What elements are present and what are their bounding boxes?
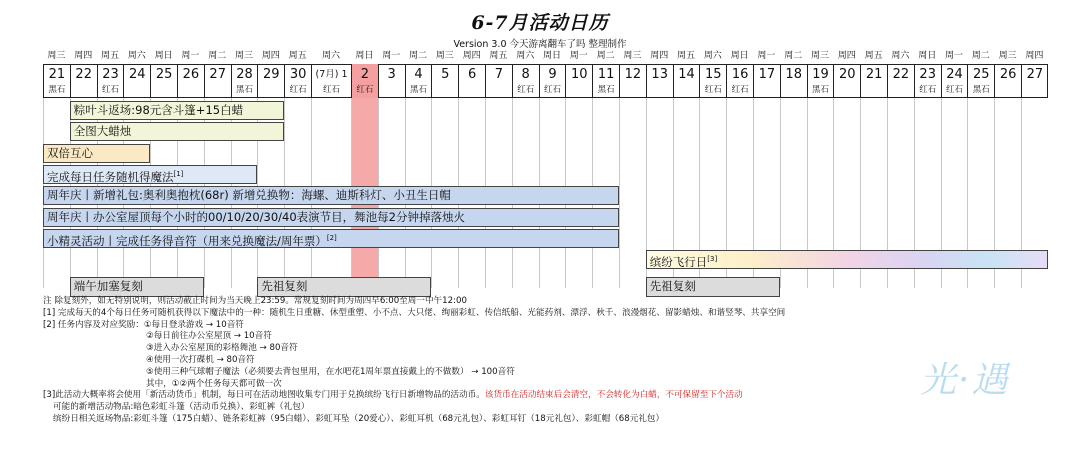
date-cell (807, 64, 834, 98)
note-3-warning: 该货币在活动结束后会清空，不会转化为白蜡，不可保留至下个活动 (484, 390, 743, 401)
stone-label: 红石 (101, 85, 119, 95)
weekday-label: 周一 (382, 51, 401, 61)
date-number: 27 (209, 67, 226, 82)
weekday-label: 周三 (47, 51, 66, 61)
date-cell (753, 64, 780, 98)
weekday-label: 周六 (321, 51, 340, 61)
weekday-label: 周二 (784, 51, 803, 61)
date-cell (257, 64, 284, 98)
event-bar (70, 122, 284, 141)
weekday-label: 周日 (918, 51, 937, 61)
date-number: 2 (360, 67, 370, 82)
stone-label: 黑石 (972, 85, 990, 95)
date-cell (43, 64, 70, 98)
note-3 (43, 390, 1043, 402)
weekday-label: 周二 (596, 51, 615, 61)
game-logo-watermark: 光·遇 (920, 360, 1010, 401)
date-number: 13 (651, 67, 668, 82)
stone-label: 黑石 (409, 85, 427, 95)
date-cell (311, 64, 351, 98)
date-number: 27 (1026, 67, 1044, 82)
weekday-label: 周一 (181, 51, 200, 61)
weekday-label: 周一 (569, 51, 588, 61)
date-cell (994, 64, 1021, 98)
date-number: 24 (129, 67, 146, 82)
weekday-label: 周五 (864, 51, 883, 61)
date-cell (860, 64, 887, 98)
date-number: 7 (494, 67, 504, 82)
date-number: 26 (999, 67, 1017, 82)
stone-label: 黑石 (235, 85, 253, 95)
note-2-task-4: ④使用一次打碟机 → 80音符 (146, 354, 255, 365)
stone-label: 红石 (322, 85, 340, 95)
note-2-footer: 其中，①②两个任务每天都可做一次 (146, 378, 282, 389)
event-label: 周年庆丨办公室屋顶每个小时的00/10/20/30/40表演节目，舞池每2分钟掉落烛火 (47, 209, 465, 224)
weekday-label: 周四 (1025, 51, 1044, 61)
date-number: 5 (441, 67, 450, 82)
event-bar (43, 165, 257, 184)
date-number: 17 (758, 67, 776, 82)
weekday-label: 周六 (703, 51, 722, 61)
event-label: 先祖复刻 (261, 279, 308, 294)
date-cell (378, 64, 405, 98)
weekday-label: 周二 (408, 51, 427, 61)
stone-label: 黑石 (597, 85, 615, 95)
note-3-return-items: 缤纷日相关返场物品:彩虹斗篷（175白蜡）、链条彩虹裤（95白蜡）、彩虹耳坠（20爱心）、彩虹耳机（68元礼包）、彩虹耳钉（18元礼包）、彩虹帽（68元礼包） (53, 413, 665, 424)
weekday-label: 周二 (208, 51, 227, 61)
event-label: 完成每日任务随机得魔法 (47, 169, 174, 184)
date-cell (673, 64, 700, 98)
stone-label: 红石 (731, 85, 749, 95)
weekday-label: 周四 (462, 51, 481, 61)
date-number: 23 (919, 67, 936, 82)
event-bar (70, 101, 284, 120)
date-number: 28 (236, 67, 253, 82)
event-bar (43, 208, 619, 227)
date-cell (204, 64, 231, 98)
note-2: [2] 任务内容及对应奖励：①每日登录游戏 → 10音符 (43, 319, 244, 330)
weekday-label: 周五 (676, 51, 695, 61)
event-bar (257, 277, 431, 297)
date-cell (123, 64, 150, 98)
date-number: 24 (946, 67, 963, 82)
date-number: 23 (102, 67, 119, 82)
event-label: 端午加塞复刻 (73, 279, 143, 294)
weekday-label: 周六 (516, 51, 535, 61)
date-number: 25 (155, 67, 173, 82)
note-general: 注 除复刻外，如无特别说明，则活动截止时间为当天晚上23:59。常规复刻时间为周四早6:00至周一中午12:00 (43, 296, 467, 306)
weekday-label: 周五 (100, 51, 119, 61)
date-cell (150, 64, 177, 98)
date-cell (97, 64, 124, 98)
weekday-label: 周日 (154, 51, 173, 61)
weekday-label: 周五 (288, 51, 307, 61)
date-cell (351, 64, 378, 98)
date-number: 9 (548, 67, 557, 82)
event-bar (646, 250, 1048, 269)
date-cell (458, 64, 485, 98)
event-label: 先祖复刻 (649, 279, 696, 294)
date-cell (431, 64, 458, 98)
date-cell (177, 64, 204, 98)
stone-label: 红石 (543, 85, 561, 95)
note-1: [1] 完成每天的4个每日任务可随机获得以下魔法中的一种：随机生日重糖、休型重塑、小不点、大只佬、绚丽彩虹、传信纸船、光能药剂、漂浮、秋千、浪漫烟花、留影蜡烛、和谐竖琴、共享空间 (43, 307, 786, 318)
date-number: 16 (731, 67, 749, 82)
date-cell (726, 64, 753, 98)
date-number: 21 (48, 67, 66, 82)
weekday-label: 周二 (971, 51, 990, 61)
weekday-label: 周一 (757, 51, 776, 61)
stone-label: 黑石 (48, 85, 66, 95)
date-cell (887, 64, 914, 98)
weekday-label: 周三 (234, 51, 253, 61)
event-label: 双倍互心 (47, 145, 93, 160)
date-number: 22 (75, 67, 92, 82)
stone-label: 红石 (356, 85, 374, 95)
footnote-ref: [2] (326, 233, 337, 242)
event-label: 周年庆丨新增礼包:奥利奥抱枕(68r) 新增兑换物：海螺、迪斯科灯、小丑生日帽 (47, 188, 451, 203)
weekday-label: 周日 (355, 51, 374, 61)
weekday-label: 周三 (623, 51, 642, 61)
weekday-label: 周四 (650, 51, 669, 61)
note-2-task-2: ②每日前往办公室屋顶 → 10音符 (146, 331, 272, 342)
stone-label: 黑石 (811, 85, 829, 95)
date-cell (284, 64, 311, 98)
weekday-label: 周日 (730, 51, 749, 61)
date-number: 21 (865, 67, 883, 82)
stone-label: 红石 (517, 85, 535, 95)
date-number: 19 (812, 67, 829, 82)
date-number: 10 (571, 67, 588, 82)
event-label: 小精灵活动丨完成任务得音符（用来兑换魔法/周年票） (47, 233, 327, 248)
date-number: 18 (785, 67, 802, 82)
weekday-label: 周六 (127, 51, 146, 61)
weekday-label: 周一 (944, 51, 963, 61)
weekday-label: 周六 (891, 51, 910, 61)
date-number: 29 (263, 67, 280, 82)
event-label: 缤纷飞行日 (649, 254, 708, 269)
weekday-label: 周四 (74, 51, 93, 61)
date-cell (405, 64, 432, 98)
page-title: 6-7月活动日历 (471, 12, 609, 34)
weekday-label: 周三 (435, 51, 454, 61)
date-cell (592, 64, 619, 98)
stone-label: 红石 (919, 85, 937, 95)
date-cell (619, 64, 646, 98)
footnote-ref: [3] (707, 255, 718, 264)
page-subtitle: Version 3.0 今天游离翻车了吗 整理制作 (453, 39, 627, 50)
note-2-task-5: ⑤使用三种气球帽子魔法（必须要去背包里用，在水吧花1周年票直接戴上的不做数） → 100音符 (146, 366, 515, 377)
note-3-new-items: 可能的新增活动物品:暗色彩虹斗篷（活动币兑换）、彩虹裤（礼包） (53, 402, 310, 413)
footnote-ref: [1] (173, 169, 184, 178)
stone-label: 红石 (945, 85, 963, 95)
weekday-label: 周三 (998, 51, 1017, 61)
event-label: 全图大蜡烛 (73, 124, 132, 139)
note-3-text: [3]此活动大概率将会使用「新活动货币」机制，每日可在活动地图收集专门用于兑换缤纷飞行日新增物品的活动币。 (43, 390, 485, 401)
weekday-label: 周日 (542, 51, 561, 61)
date-number: 25 (973, 67, 990, 82)
notes (43, 296, 1043, 426)
date-cell (231, 64, 258, 98)
date-cell (565, 64, 592, 98)
date-number: 8 (521, 67, 530, 82)
weekday-label: 周四 (261, 51, 280, 61)
event-label: 粽叶斗返场:98元含斗篷+15白蜡 (73, 103, 244, 117)
event-bar (70, 277, 204, 297)
date-cell (941, 64, 968, 98)
date-cell (646, 64, 673, 98)
date-cell (699, 64, 726, 98)
date-number: 22 (892, 67, 910, 82)
date-cell (914, 64, 941, 98)
date-number: 6 (467, 67, 477, 82)
date-cell (967, 64, 994, 98)
date-number: 15 (705, 67, 722, 82)
weekday-label: 周四 (837, 51, 856, 61)
event-bar (43, 144, 150, 163)
stone-label: 红石 (704, 85, 722, 95)
event-bar (43, 186, 619, 205)
date-number: 30 (289, 67, 307, 82)
date-number: 4 (414, 67, 423, 82)
date-number: 14 (678, 67, 695, 82)
calendar (43, 49, 1044, 294)
weekday-label: 周五 (489, 51, 508, 61)
grid-line (619, 98, 620, 288)
event-bar (43, 229, 619, 248)
date-cell (539, 64, 566, 98)
date-cell (780, 64, 807, 98)
note-2-task-3: ③进入办公室屋顶的彩格舞池 → 80音符 (146, 343, 298, 354)
date-number: (7月) 1 (315, 69, 348, 80)
date-number: 3 (387, 67, 396, 82)
date-number: 26 (182, 67, 200, 82)
date-cell (485, 64, 512, 98)
date-number: 20 (839, 67, 856, 82)
date-cell (512, 64, 539, 98)
date-number: 12 (624, 67, 642, 82)
stone-label: 红石 (289, 85, 307, 95)
date-cell (70, 64, 97, 98)
date-cell (833, 64, 860, 98)
weekday-label: 周三 (810, 51, 829, 61)
event-bar (646, 277, 780, 297)
date-number: 11 (597, 67, 615, 82)
date-cell (1021, 64, 1048, 98)
